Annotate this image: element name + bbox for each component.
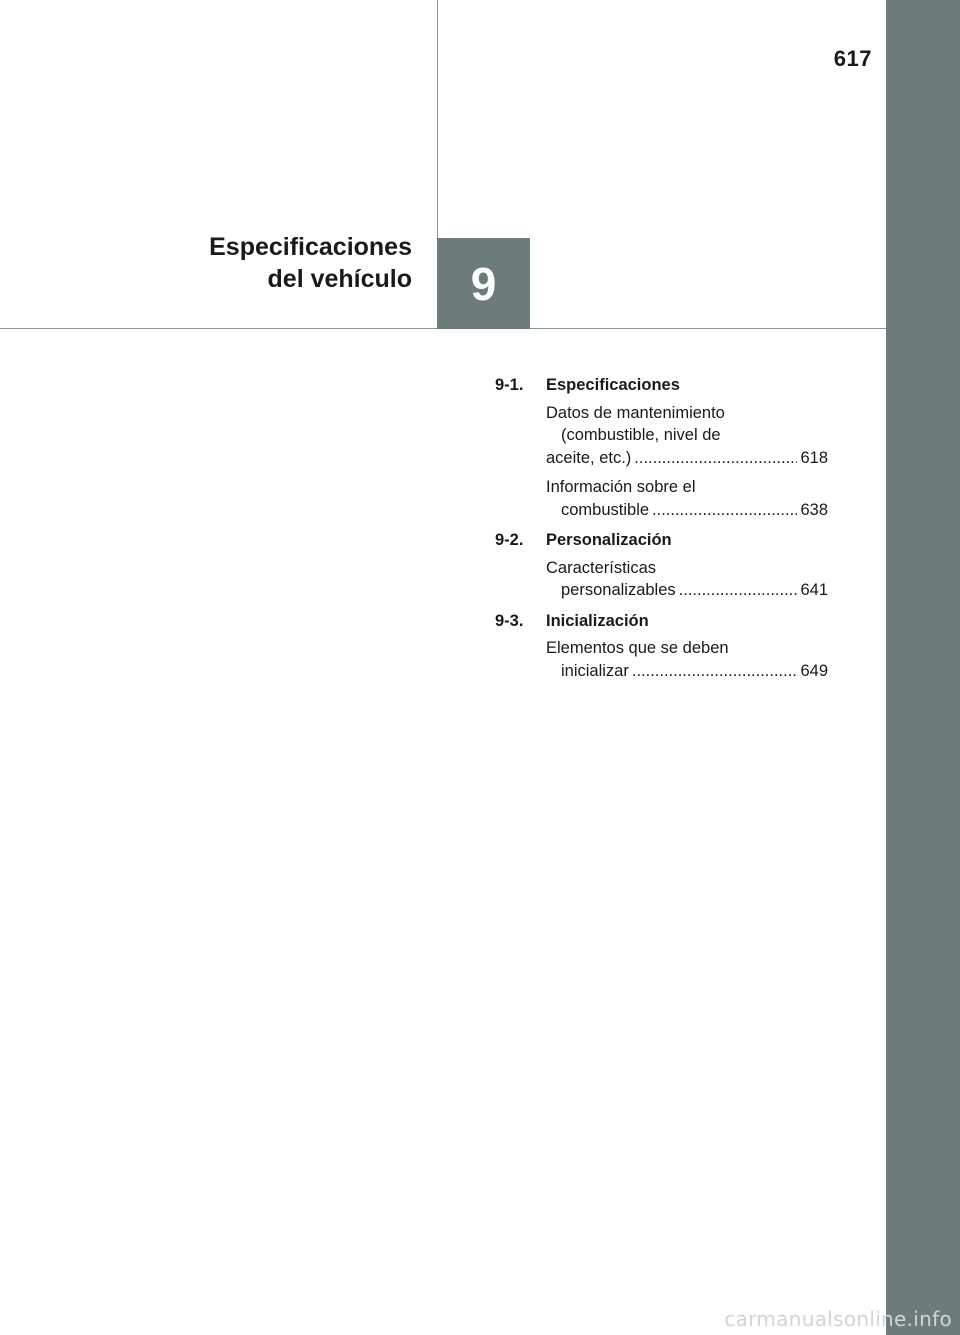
toc-section-number: 9-2. [495,531,524,549]
toc-entry-title-end: inicializar [561,661,629,680]
toc-entry[interactable] [546,557,828,602]
chapter-side-tab [886,0,960,1335]
dot-leader [652,499,797,522]
toc-entry-page: 638 [800,500,828,519]
watermark-text: carmanualsonline.info [724,1307,952,1331]
toc-section-title: Inicialización [546,611,649,630]
dot-leader [632,660,798,683]
toc-section-9-3 [495,610,828,683]
toc-entry-title: Información sobre el [546,478,696,496]
toc-entry[interactable] [546,402,828,470]
toc-entry-last-line [546,660,828,683]
toc-section-heading[interactable] [495,374,828,397]
toc-section-heading[interactable] [495,610,828,633]
toc-entry-title-end: personalizables [561,581,676,599]
toc-entry-last-line [546,579,828,602]
table-of-contents [495,374,828,690]
toc-entry-last-line [546,499,828,522]
toc-entry-page: 641 [800,581,828,599]
toc-entry[interactable] [546,476,828,521]
toc-section-9-1 [495,374,828,521]
toc-entry-title-end: combustible [561,500,650,519]
chapter-title-line-2: del vehículo [267,265,412,293]
toc-entry-title-cont: (combustible, nivel de [561,426,721,444]
page-number: 617 [833,46,872,71]
chapter-title-line-1: Especificaciones [209,233,412,261]
toc-section-number: 9-3. [495,611,524,630]
toc-entry-page: 618 [800,448,828,467]
toc-entry-title: Características [546,558,657,577]
toc-section-title: Personalización [546,531,672,549]
toc-entry-title-end: aceite, etc.) [546,448,632,467]
toc-section-9-2 [495,529,828,602]
toc-entry-page: 649 [800,661,828,680]
toc-section-heading[interactable] [495,529,828,552]
toc-entry-last-line [546,447,828,470]
dot-leader [679,579,798,602]
toc-section-number: 9-1. [495,376,524,394]
dot-leader [634,447,797,470]
vertical-divider [437,0,438,238]
chapter-number: 9 [470,257,497,310]
toc-entry[interactable] [546,637,828,682]
chapter-number-box [437,238,530,329]
toc-entry-title: Datos de mantenimiento [546,403,725,422]
chapter-title [209,231,412,295]
toc-section-title: Especificaciones [546,376,680,394]
toc-entry-title: Elementos que se deben [546,639,729,657]
